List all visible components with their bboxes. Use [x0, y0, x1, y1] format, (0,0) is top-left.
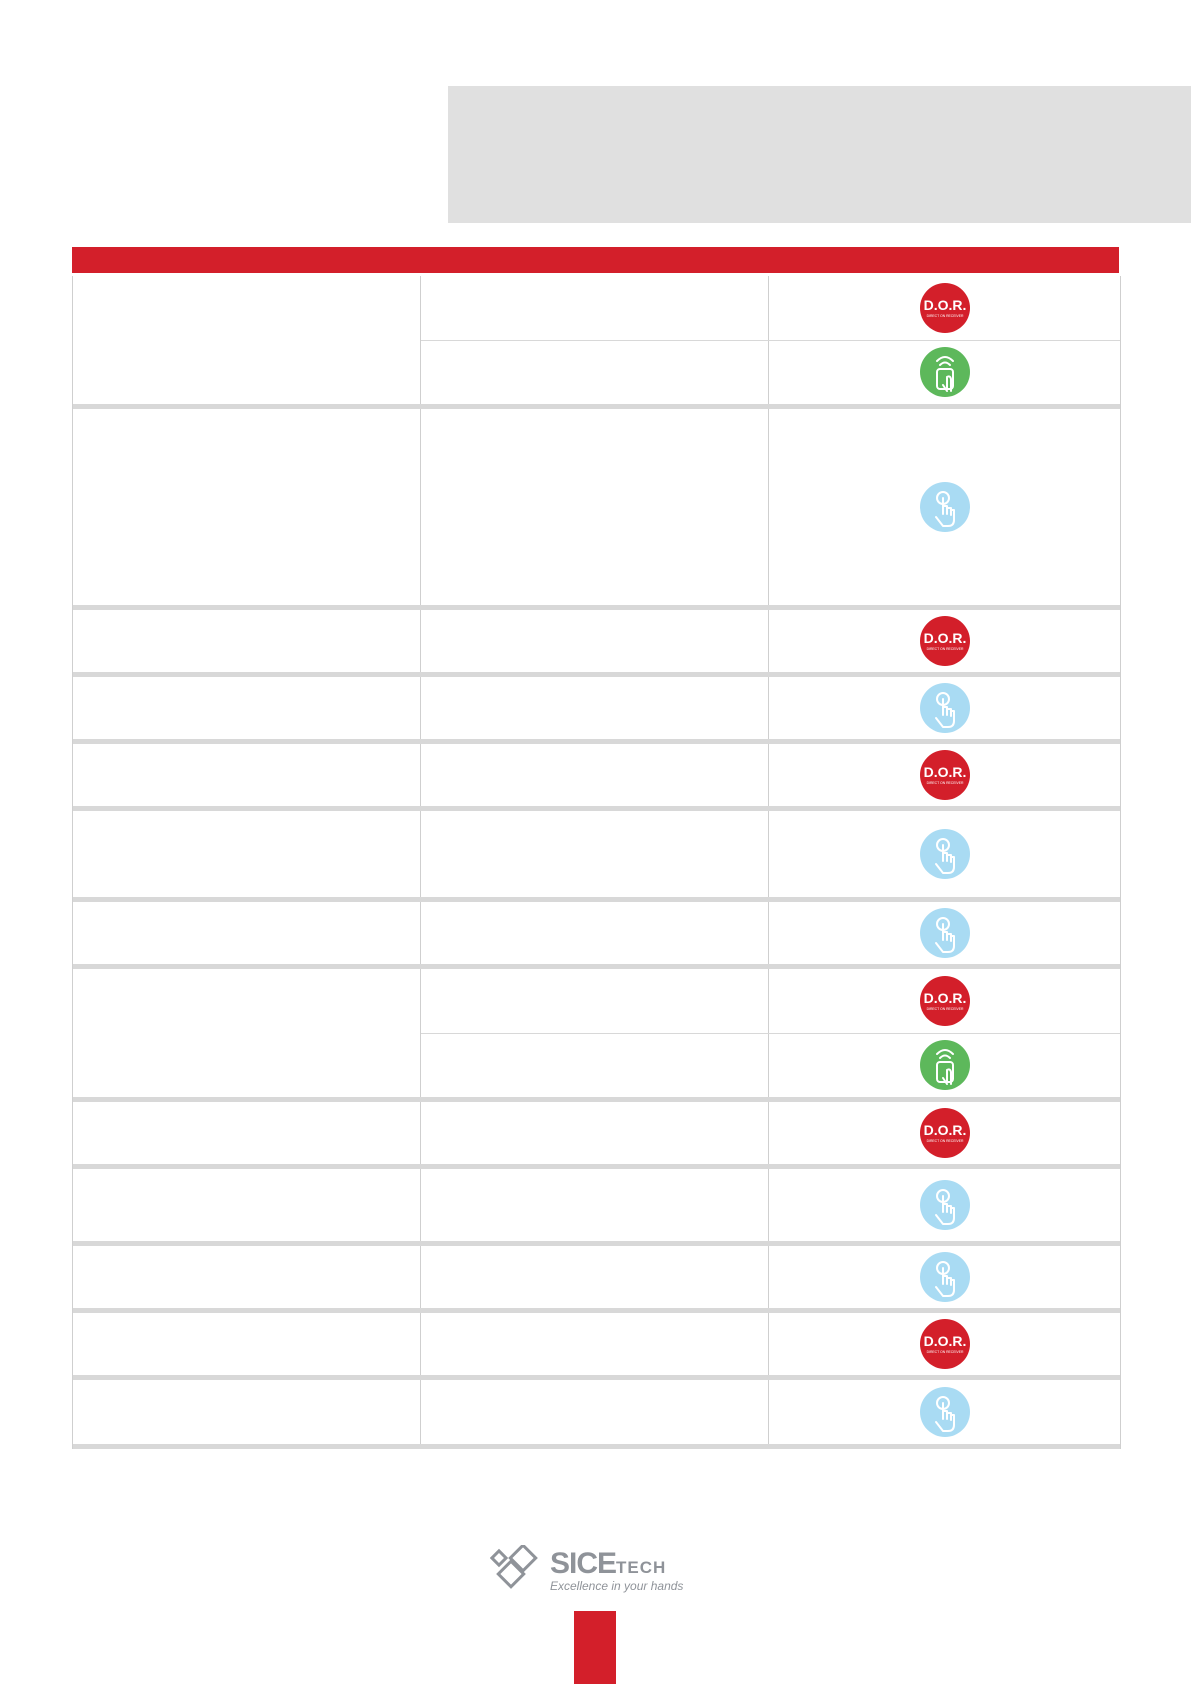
svg-text:D.O.R.: D.O.R. [923, 764, 966, 780]
touch-finger-icon [920, 1252, 970, 1302]
mode-icon-cell [769, 1034, 1120, 1098]
svg-text:DIRECT ON RECEIVER: DIRECT ON RECEIVER [926, 1006, 963, 1011]
touch-finger-icon [920, 683, 970, 733]
table-row [73, 409, 1120, 610]
table-row [73, 1102, 1120, 1169]
remote-hand-icon [920, 1040, 970, 1090]
title-box [448, 86, 1191, 223]
dor-icon [920, 1108, 970, 1158]
mode-description-cell [421, 744, 769, 806]
feature-cell [73, 1169, 421, 1241]
svg-text:DIRECT ON RECEIVER: DIRECT ON RECEIVER [926, 313, 963, 318]
feature-cell [73, 1313, 421, 1375]
mode-icon-cell [769, 341, 1120, 405]
mode-row [421, 1380, 1120, 1444]
touch-finger-icon [920, 829, 970, 879]
dor-icon [920, 976, 970, 1026]
mode-description-cell [421, 341, 769, 405]
feature-cell [73, 677, 421, 739]
touch-finger-icon [920, 482, 970, 532]
mode-group [421, 409, 1120, 605]
mode-icon-cell [769, 744, 1120, 806]
mode-group [421, 1380, 1120, 1444]
mode-row [421, 902, 1120, 964]
mode-description-cell [421, 1246, 769, 1308]
mode-group [421, 1246, 1120, 1308]
mode-icon-cell [769, 276, 1120, 340]
feature-cell [73, 610, 421, 672]
feature-cell [73, 811, 421, 897]
mode-icon-cell [769, 969, 1120, 1033]
feature-cell [73, 744, 421, 806]
feature-cell [73, 902, 421, 964]
feature-cell [73, 1246, 421, 1308]
mode-description-cell [421, 811, 769, 897]
mode-description-cell [421, 1102, 769, 1164]
mode-row [421, 811, 1120, 897]
mode-icon-cell [769, 811, 1120, 897]
svg-text:D.O.R.: D.O.R. [923, 630, 966, 646]
mode-icon-cell [769, 1380, 1120, 1444]
mode-row [421, 969, 1120, 1033]
feature-cell [73, 1380, 421, 1444]
dor-icon [920, 1319, 970, 1369]
table-header-bar [72, 247, 1119, 273]
table-row [73, 1169, 1120, 1246]
dor-icon [920, 616, 970, 666]
mode-icon-cell [769, 1169, 1120, 1241]
page-title [448, 86, 1191, 146]
feature-cell [73, 276, 421, 404]
feature-cell [73, 969, 421, 1097]
svg-text:D.O.R.: D.O.R. [923, 1333, 966, 1349]
table-row [73, 1313, 1120, 1380]
table-row [73, 744, 1120, 811]
mode-description-cell [421, 409, 769, 605]
table-row [73, 276, 1120, 409]
sicetech-logo-mark-icon [490, 1545, 548, 1595]
touch-finger-icon [920, 1180, 970, 1230]
mode-row [421, 1102, 1120, 1164]
feature-table [72, 276, 1121, 1449]
mode-row [421, 677, 1120, 739]
mode-group [421, 1313, 1120, 1375]
mode-description-cell [421, 276, 769, 340]
mode-group [421, 610, 1120, 672]
table-row [73, 969, 1120, 1102]
svg-text:D.O.R.: D.O.R. [923, 989, 966, 1006]
mode-description-cell [421, 969, 769, 1033]
table-row [73, 610, 1120, 677]
mode-group [421, 969, 1120, 1097]
mode-row [421, 409, 1120, 605]
mode-row [421, 1313, 1120, 1375]
table-row [73, 1380, 1120, 1449]
feature-cell [73, 1102, 421, 1164]
dor-icon [920, 750, 970, 800]
mode-row [421, 744, 1120, 806]
mode-description-cell [421, 1313, 769, 1375]
mode-group [421, 744, 1120, 806]
mode-description-cell [421, 610, 769, 672]
table-row [73, 902, 1120, 969]
remote-hand-icon [920, 347, 970, 397]
mode-description-cell [421, 677, 769, 739]
table-row [73, 811, 1120, 902]
mode-description-cell [421, 902, 769, 964]
mode-group [421, 276, 1120, 404]
mode-icon-cell [769, 1313, 1120, 1375]
svg-text:D.O.R.: D.O.R. [923, 1122, 966, 1138]
mode-group [421, 1169, 1120, 1241]
svg-text:DIRECT ON RECEIVER: DIRECT ON RECEIVER [926, 1350, 963, 1354]
touch-finger-icon [920, 1387, 970, 1437]
mode-icon-cell [769, 610, 1120, 672]
mode-group [421, 811, 1120, 897]
mode-row [421, 340, 1120, 405]
svg-text:DIRECT ON RECEIVER: DIRECT ON RECEIVER [926, 647, 963, 651]
page-number-tab [574, 1611, 616, 1684]
mode-row [421, 1033, 1120, 1098]
mode-group [421, 1102, 1120, 1164]
svg-text:DIRECT ON RECEIVER: DIRECT ON RECEIVER [926, 781, 963, 785]
mode-row [421, 610, 1120, 672]
mode-icon-cell [769, 1246, 1120, 1308]
dor-icon [920, 283, 970, 333]
table-row [73, 677, 1120, 744]
svg-text:DIRECT ON RECEIVER: DIRECT ON RECEIVER [926, 1139, 963, 1143]
mode-icon-cell [769, 1102, 1120, 1164]
sicetech-logo [490, 1545, 710, 1595]
touch-finger-icon [920, 908, 970, 958]
brand-name: SICETECH [550, 1547, 667, 1580]
brand-tagline: Excellence in your hands [550, 1579, 684, 1593]
mode-row [421, 1246, 1120, 1308]
mode-icon-cell [769, 902, 1120, 964]
table-row [73, 1246, 1120, 1313]
mode-group [421, 902, 1120, 964]
feature-cell [73, 409, 421, 605]
svg-text:D.O.R.: D.O.R. [923, 296, 966, 313]
mode-icon-cell [769, 409, 1120, 605]
mode-icon-cell [769, 677, 1120, 739]
mode-description-cell [421, 1169, 769, 1241]
mode-group [421, 677, 1120, 739]
mode-row [421, 1169, 1120, 1241]
mode-description-cell [421, 1380, 769, 1444]
mode-description-cell [421, 1034, 769, 1098]
mode-row [421, 276, 1120, 340]
